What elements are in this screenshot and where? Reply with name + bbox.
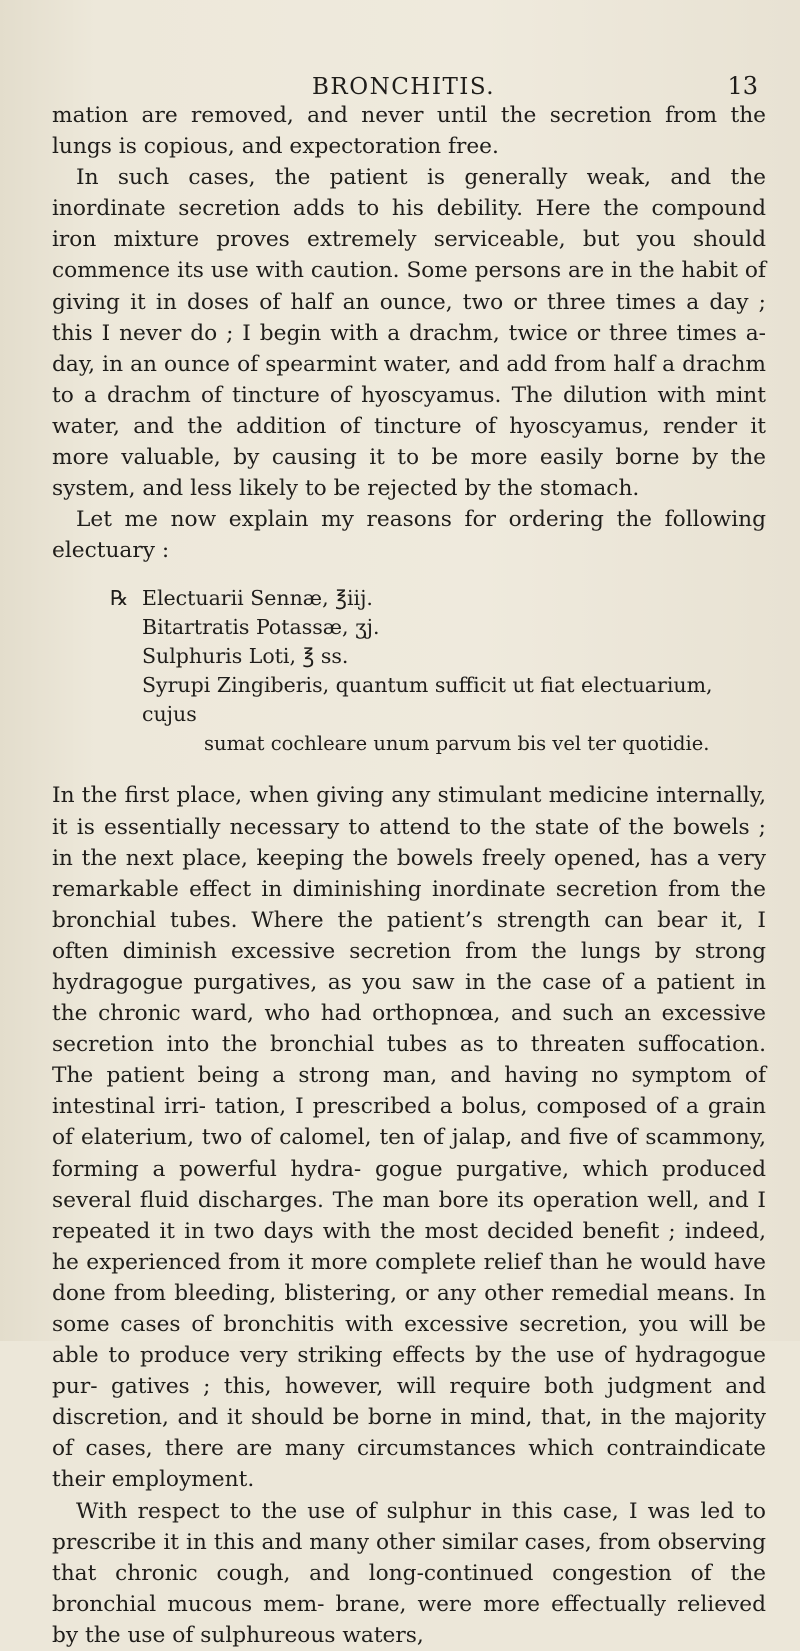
page-number: 13 <box>727 72 758 100</box>
prescription-instruction: sumat cochleare unum parvum bis vel ter quotidie. <box>204 732 710 756</box>
running-head <box>52 52 766 100</box>
paragraph-continuation: mation are removed, and never until the secretion from the lungs is copious, and expectoration free. <box>52 103 766 160</box>
prescription-line <box>52 584 766 613</box>
paragraph-sulphur: With respect to the use of sulphur in this case, I was led to prescribe it in this and many other similar cases, from observing that chronic cough, and long-continued congestion of the bronchial mucous mem- brane, were more effectually relieved by the use of sulphureous waters, <box>52 1498 766 1648</box>
prescription-item: Syrupi Zingiberis, quantum sufficit ut fiat electuarium, cujus <box>142 673 713 727</box>
paragraph-iron-mixture: In such cases, the patient is generally weak, and the inordinate secretion adds to his debility. Here the compound iron mixture proves extremely serviceable, but you should commence its use with caution. Some persons are in the habit of giving it in doses of half an ounce, two or three times a day ; this I never do ; I begin with a drachm, twice or three times a-day, in an ounce of spearmint water, and add from half a drachm to a drachm of tincture of hyoscyamus. The dilution with mint water, and the addition of tincture of hyoscyamus, render it more valuable, by causing it to be more easily borne by the system, and less likely to be rejected by the stomach. <box>52 165 766 502</box>
body-text <box>52 100 766 1651</box>
prescription-item: Electuarii Sennæ, ℥iij. <box>142 586 373 611</box>
paragraph-bowels: In the first place, when giving any stimulant medicine internally, it is essentially necessary to attend to the state of the bowels ; in the next place, keeping the bowels freely opened, has a very remarkable effect in diminishing inordinate secretion from the bronchial tubes. Where the patient’s strength can bear it, I often diminish excessive secretion from the lungs by strong hydragogue purgatives, as you saw in the case of a patient in the chronic ward, who had orthopnœa, and such an excessive secretion into the bronchial tubes as to threaten suffocation. The patient being a strong man, and having no symptom of intestinal irri- tation, I prescribed a bolus, composed of a grain of elaterium, two of calomel, ten of jalap, and five of scammony, forming a powerful hydra- gogue purgative, which produced several fluid discharges. The man bore its operation well, and I repeated it in two days with the most decided benefit ; indeed, he experienced from it more complete relief than he would have done from bleeding, blistering, or any other remedial means. In some cases of bronchitis with excessive secretion, you will be able to produce very striking effects by the use of hydragogue pur- gatives ; this, however, will require both judgment and discretion, and it should be borne in mind, that, in the majority of cases, there are many circumstances which contraindicate their employment. <box>52 783 766 1493</box>
prescription <box>52 584 766 758</box>
prescription-line <box>52 642 766 671</box>
paragraph-electuary-intro: Let me now explain my reasons for ordering the following electuary : <box>52 507 766 564</box>
recipe-symbol: ℞ <box>110 586 129 611</box>
prescription-item: Sulphuris Loti, ℥ ss. <box>142 644 349 669</box>
running-title: BRONCHITIS. <box>312 74 496 100</box>
prescription-line <box>52 671 766 729</box>
prescription-line <box>52 613 766 642</box>
prescription-item: Bitartratis Potassæ, ʒj. <box>142 615 380 640</box>
